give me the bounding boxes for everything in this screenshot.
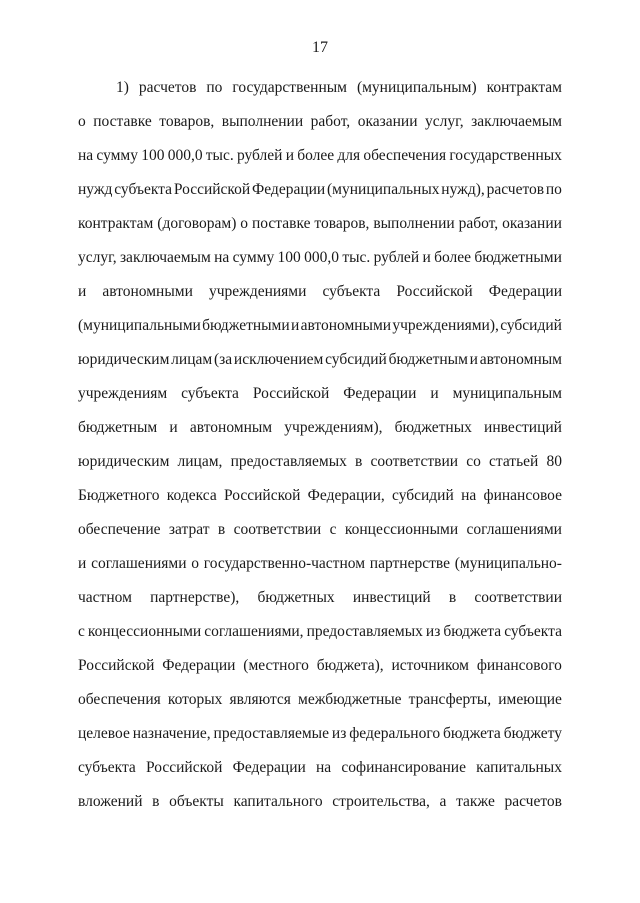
text-line: контрактам (договорам) о поставке товаров, выполнении работ, оказании [78,215,562,232]
text-line: нужд субъекта Российской Федерации (муниципальных нужд), расчетов по [78,181,562,198]
text-line: частном партнерстве), бюджетных инвестиций в соответствии [78,589,562,606]
document-paragraph [78,78,562,826]
text-line: юридическим лицам (за исключением субсидий бюджетным и автономным [78,351,562,368]
text-line: обеспечение затрат в соответствии с концессионными соглашениями [78,521,562,538]
text-line: субъекта Российской Федерации на софинансирование капитальных [78,759,562,776]
text-line: Бюджетного кодекса Российской Федерации, субсидий на финансовое [78,487,562,504]
text-line: Российской Федерации (местного бюджета), источником финансового [78,657,562,674]
text-line: целевое назначение, предоставляемые из федерального бюджета бюджету [78,725,562,742]
text-line: и соглашениями о государственно-частном партнерстве (муниципально- [78,555,562,572]
text-line: юридическим лицам, предоставляемых в соответствии со статьей 80 [78,453,562,470]
text-line: обеспечения которых являются межбюджетные трансферты, имеющие [78,691,562,708]
text-line: и автономными учреждениями субъекта Российской Федерации [78,283,562,300]
text-line: на сумму 100 000,0 тыс. рублей и более для обеспечения государственных [78,147,562,164]
text-line: 1) расчетов по государственным (муниципальным) контрактам [116,79,562,96]
text-line: учреждениям субъекта Российской Федерации и муниципальным [78,385,562,402]
text-line: вложений в объекты капитального строительства, а также расчетов [78,793,562,810]
text-line: о поставке товаров, выполнении работ, оказании услуг, заключаемым [78,113,562,130]
text-line: (муниципальными бюджетными и автономными учреждениями), субсидий [78,317,562,334]
page-number: 17 [312,39,328,56]
text-line: с концессионными соглашениями, предоставляемых из бюджета субъекта [78,623,562,640]
text-line: услуг, заключаемым на сумму 100 000,0 тыс. рублей и более бюджетными [78,249,562,266]
text-line: бюджетным и автономным учреждениям), бюджетных инвестиций [78,419,562,436]
